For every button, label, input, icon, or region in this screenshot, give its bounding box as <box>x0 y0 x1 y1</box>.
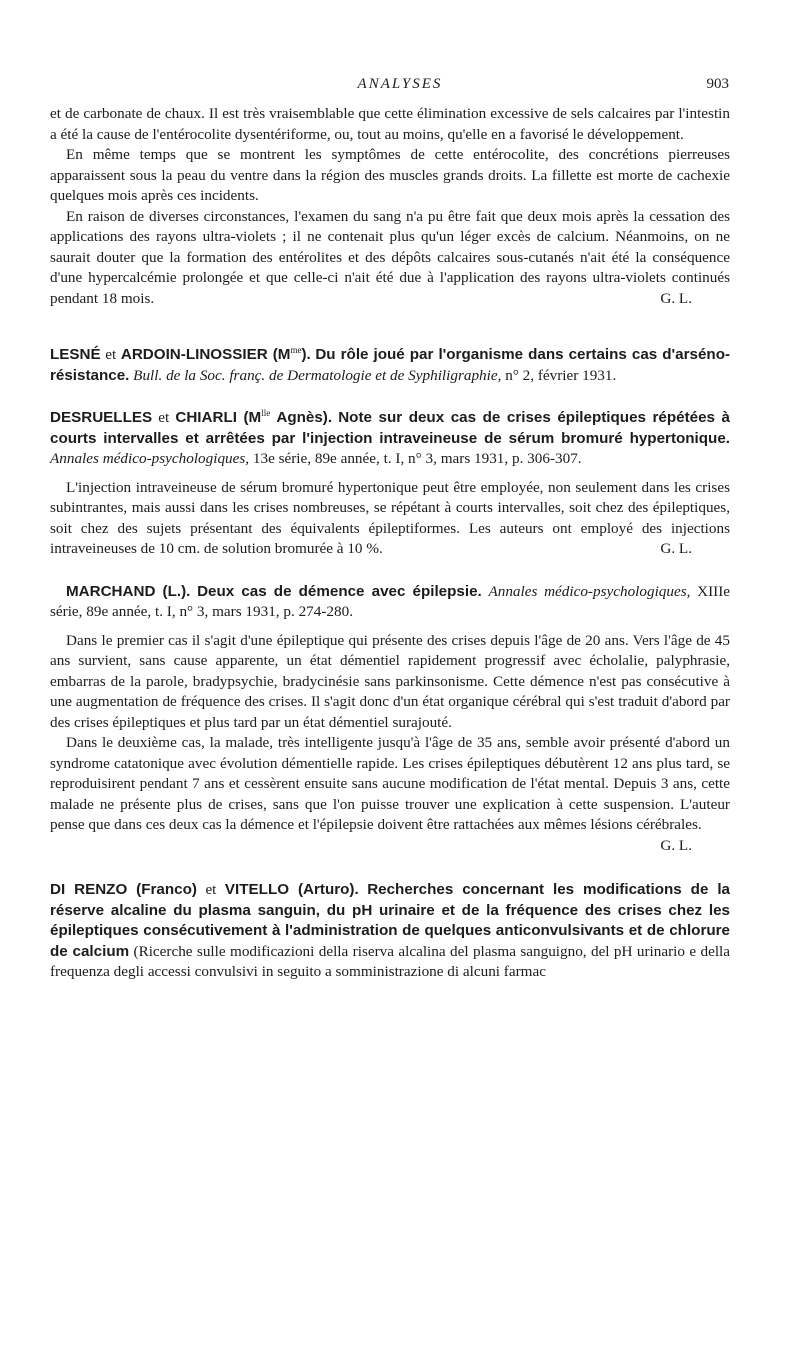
review-entry <box>50 345 730 386</box>
entry-conjunction: et <box>205 881 217 898</box>
entry-source-journal: Bull. de la Soc. franç. de Dermatologie et de Syphiligraphie, <box>133 366 502 384</box>
paragraph-text: Dans le deuxième cas, la malade, très intelligente jusqu'à l'âge de 35 ans, semble avoir présenté d'abord un syndrome catatonique avec évolution démentielle rapide. Les crises épileptiques débutèrent 12 ans plus tard, se reproduisirent pendant 7 ans et cessèrent ensuite sans aucune modification de l'état mental. Depuis 3 ans, cette malade ne présente plus de crises, sans que l'on puisse trouver une explication à cette suspension. L'auteur pense que dans ces deux cas la démence et l'épilepsie doivent être rattachées aux mêmes lésions cérébrales. <box>50 734 730 833</box>
entry-conjunction: et <box>105 346 117 363</box>
reviewer-signature: G. L. <box>660 836 692 854</box>
entry-title: Recherches concernant les modifications de la réserve alcaline du plasma sanguin, du pH urinaire et de la fréquence des crises chez les épileptiques consécutivement à l'administration de quelques anticonvulsivants et de chlorure de calcium <box>50 881 730 960</box>
paragraph-text: L'injection intraveineuse de sérum bromuré hypertonique peut être employée, non seulement dans les crises subintrantes, mais aussi dans les crises nombreuses, se répétant à courts intervalles, soit chez des épileptiques, soit chez des sujets présentant des équivalents épileptiformes. Les auteurs ont employé des injections intraveineuses de 10 cm. de solution bromurée à 10 %. <box>50 478 730 557</box>
entry-title: Du rôle joué par l'organisme dans certains cas d'arséno-résistance. <box>50 346 731 384</box>
entry-heading <box>50 880 730 983</box>
paragraph: En même temps que se montrent les symptômes de cette entérocolite, des concrétions pierreuses apparaissent sous la peau du ventre dans la région des muscles grands droits. La fillette est morte de cachexie quelques mois après ces incidents. <box>50 146 730 204</box>
reviewer-signature: G. L. <box>660 289 692 307</box>
review-entry <box>50 582 730 857</box>
paragraph <box>50 733 730 854</box>
entry-author: MARCHAND (L.). <box>66 582 191 600</box>
entry-heading <box>50 345 730 386</box>
review-entry <box>50 408 730 560</box>
entry-author: DESRUELLES <box>50 409 153 426</box>
entry-source-details: n° 2, février 1931. <box>505 366 617 384</box>
entry-source-journal: Annales médico-psychologiques, <box>488 582 691 600</box>
entry-author: CHIARLI (M <box>175 409 262 426</box>
paragraph <box>50 207 730 310</box>
entry-author-end: Agnès). <box>276 409 333 426</box>
entry-author: DI RENZO (Franco) <box>50 881 197 898</box>
entry-conjunction: et <box>158 409 170 426</box>
paragraph: et de carbonate de chaux. Il est très vraisemblable que cette élimination excessive de sels calcaires par l'intestin a été la cause de l'entérocolite dysentériforme, ou, tout au moins, qu'elle en a favorisé le développement. <box>50 105 730 143</box>
review-entry <box>50 880 730 983</box>
entry-heading <box>50 408 730 470</box>
paragraph: Dans le premier cas il s'agit d'une épileptique qui présente des crises depuis l'âge de 20 ans. Vers l'âge de 45 ans survient, sans cause apparente, un état démentiel rapidement progressif avec écholalie, palyphrasie, embarras de la parole, bradypsychie, bradycinésie sans parkinsonisme. Cette démence n'est pas consécutive à une augmentation de fréquence des crises. Il s'agit donc d'un état organique cérébral qui s'est traduit d'abord par des crises épileptiques et plus tard par un état démentiel surajouté. <box>50 631 730 731</box>
entry-author: VITELLO (Arturo). <box>224 881 359 898</box>
reviewer-signature: G. L. <box>660 540 692 557</box>
paragraph-text: En raison de diverses circonstances, l'examen du sang n'a pu être fait que deux mois après la cessation des applications des rayons ultra-violets ; il ne contenait plus qu'un léger excès de calcium. Néanmoins, on ne saurait douter que la formation des entérolites et des dépôts calcaires sous-cutanés n'ait été la conséquence d'une hypercalcémie prolongée et que celle-ci n'ait été due à l'application des rayons ultra-violets continués pendant 18 mois. <box>50 207 730 307</box>
entry-author: ARDOIN-LINOSSIER (M <box>120 346 291 363</box>
continued-review <box>50 104 730 309</box>
entry-source-details: 13e série, 89e année, t. I, n° 3, mars 1931, p. 306-307. <box>252 450 582 467</box>
page-body <box>50 104 730 985</box>
entry-source-journal: Annales médico-psychologiques, <box>50 450 250 467</box>
entry-author-superscript: lle <box>261 407 271 418</box>
entry-source-details: XIIIe série, 89e année, t. I, n° 3, mars 1931, p. 274-280. <box>50 582 731 620</box>
entry-title: Note sur deux cas de crises épileptiques répétées à courts intervalles et arrêtées par l'injection intraveineuse de sérum bromuré hypertonique. <box>50 409 731 447</box>
page-number: 903 <box>706 76 729 92</box>
running-header <box>0 76 800 96</box>
entry-source-details: (Ricerche sulle modificazioni della riserva alcalina del plasma sanguigno, del pH urinario e della frequenza degli accessi convulsivi in seguito a somministrazione di alcuni farmac <box>50 942 731 980</box>
entry-author-superscript: me <box>290 344 302 355</box>
entry-author: LESNÉ <box>50 346 101 363</box>
entry-heading <box>50 582 730 623</box>
paragraph <box>50 478 730 560</box>
running-title: ANALYSES <box>357 76 443 92</box>
entry-title: Deux cas de démence avec épilepsie. <box>197 582 482 600</box>
entry-author-end: ). <box>301 346 311 363</box>
